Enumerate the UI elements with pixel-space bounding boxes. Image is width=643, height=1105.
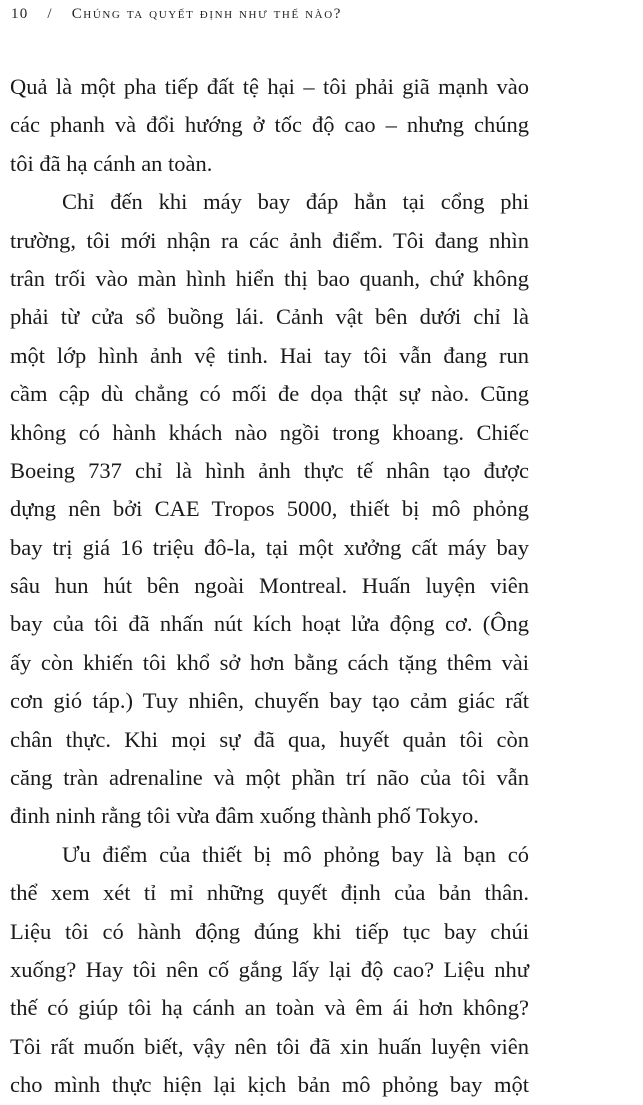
text-line: Liệu tôi có hành động đúng khi tiếp tục bay chúi <box>10 918 529 944</box>
page-number: 10 <box>11 6 29 22</box>
text-line: cơn gió táp.) Tuy nhiên, chuyến bay tạo cảm giác rất <box>10 688 529 714</box>
paragraph-2 <box>10 183 529 836</box>
text-line: các phanh và đổi hướng ở tốc độ cao – nhưng chúng <box>10 112 529 138</box>
text-line: Quả là một pha tiếp đất tệ hại – tôi phải giã mạnh vào <box>10 74 529 99</box>
header-separator: / <box>47 6 53 22</box>
text-line: thể xem xét tỉ mỉ những quyết định của bản thân. <box>10 880 529 906</box>
text-line: ấy còn khiến tôi khổ sở hơn bằng cách tặng thêm vài <box>10 649 529 675</box>
text-line: bay của tôi đã nhấn nút kích hoạt lửa động cơ. (Ông <box>10 611 529 637</box>
text-line: dựng nên bởi CAE Tropos 5000, thiết bị mô phỏng <box>10 496 529 522</box>
text-line: chân thực. Khi mọi sự đã qua, huyết quản tôi còn <box>10 726 529 752</box>
text-line: xuống? Hay tôi nên cố gắng lấy lại độ cao? Liệu như <box>10 956 529 982</box>
text-line: một lớp hình ảnh vệ tinh. Hai tay tôi vẫn đang run <box>10 342 529 368</box>
text-line: Tôi rất muốn biết, vậy nên tôi đã xin huấn luyện viên <box>10 1033 529 1059</box>
text-line: cho mình thực hiện lại kịch bản mô phỏng bay một <box>10 1072 529 1098</box>
page-body <box>10 68 529 1105</box>
text-line: thế có giúp tôi hạ cánh an toàn và êm ái hơn không? <box>10 995 529 1021</box>
text-line: cầm cập dù chẳng có mối đe dọa thật sự nào. Cũng <box>10 381 529 407</box>
running-head <box>11 6 342 23</box>
text-line: trân trối vào màn hình hiển thị bao quanh, chứ không <box>10 265 529 291</box>
text-line: sâu hun hút bên ngoài Montreal. Huấn luyện viên <box>10 573 529 599</box>
paragraph-3 <box>10 836 529 1105</box>
text-line: bay trị giá 16 triệu đô-la, tại một xưởng cất máy bay <box>10 534 529 560</box>
text-line: tôi đã hạ cánh an toàn. <box>10 150 213 176</box>
text-line: Chỉ đến khi máy bay đáp hẳn tại cổng phi <box>62 189 529 215</box>
text-line: căng tràn adrenaline và một phần trí não của tôi vẫn <box>10 765 529 791</box>
text-line: trường, tôi mới nhận ra các ảnh điểm. Tôi đang nhìn <box>10 227 529 253</box>
text-line: Boeing 737 chỉ là hình ảnh thực tế nhân tạo được <box>10 457 529 483</box>
paragraph-1 <box>10 68 529 183</box>
text-line: không có hành khách nào ngồi trong khoang. Chiếc <box>10 419 529 445</box>
text-line: đinh ninh rằng tôi vừa đâm xuống thành phố Tokyo. <box>10 803 479 829</box>
chapter-title: Chúng ta quyết định như thế nào? <box>71 6 343 22</box>
text-line: Ưu điểm của thiết bị mô phỏng bay là bạn có <box>62 841 529 867</box>
text-line: phải từ cửa sổ buồng lái. Cảnh vật bên dưới chỉ là <box>10 304 529 330</box>
